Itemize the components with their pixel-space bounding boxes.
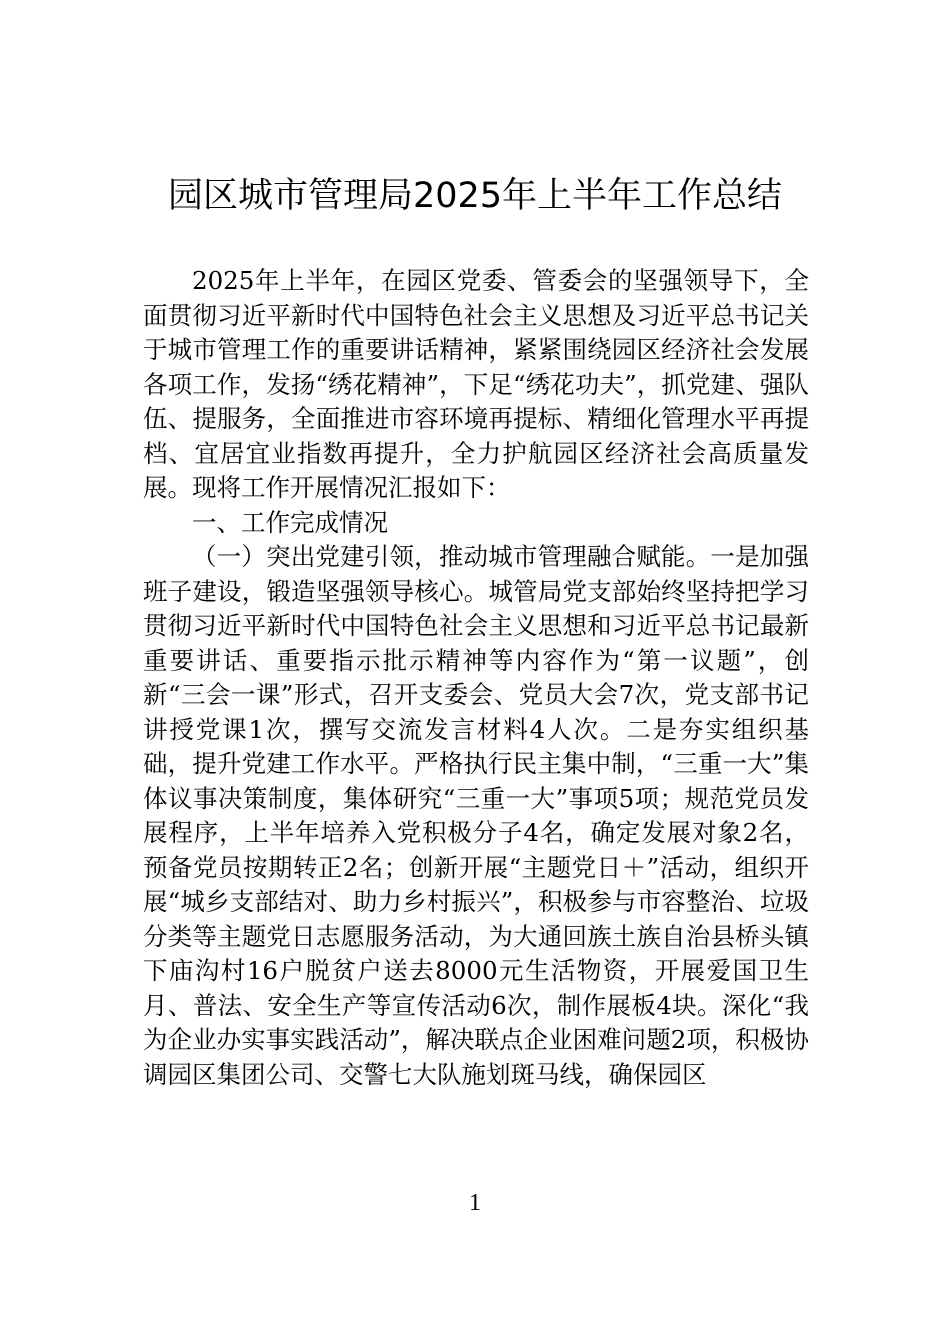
- page-number: 1: [469, 1190, 481, 1216]
- document-body: [143, 264, 809, 1092]
- intro-paragraph: 2025年上半年，在园区党委、管委会的坚强领导下，全面贯彻习近平新时代中国特色社会主义思想及习近平总书记关于城市管理工作的重要讲话精神，紧紧围绕园区经济社会发展各项工作，发扬“绣花精神”，下足“绣花功夫”，抓党建、强队伍、提服务，全面推进市容环境再提标、精细化管理水平再提档、宜居宜业指数再提升，全力护航园区经济社会高质量发展。现将工作开展情况汇报如下：: [143, 266, 809, 502]
- section-heading: 一、工作完成情况: [192, 507, 388, 537]
- section-paragraph: （一）突出党建引领，推动城市管理融合赋能。一是加强班子建设，锻造坚强领导核心。城管局党支部始终坚持把学习贯彻习近平新时代中国特色社会主义思想和习近平总书记最新重要讲话、重要指示批示精神等内容作为“第一议题”，创新“三会一课”形式，召开支委会、党员大会7次，党支部书记讲授党课1次，撰写交流发言材料4人次。二是夯实组织基础，提升党建工作水平。严格执行民主集中制，“三重一大”集体议事决策制度，集体研究“三重一大”事项5项；规范党员发展程序，上半年培养入党积极分子4名，确定发展对象2名，预备党员按期转正2名；创新开展“主题党日＋”活动，组织开展“城乡支部结对、助力乡村振兴”，积极参与市容整治、垃圾分类等主题党日志愿服务活动，为大通回族土族自治县桥头镇下庙沟村16户脱贫户送去8000元生活物资，开展爱国卫生月、普法、安全生产等宣传活动6次，制作展板4块。深化“我为企业办实事实践活动”，解决联点企业困难问题2项，积极协调园区集团公司、交警七大队施划斑马线，确保园区: [143, 542, 809, 1089]
- document-title: 园区城市管理局2025年上半年工作总结: [167, 176, 783, 216]
